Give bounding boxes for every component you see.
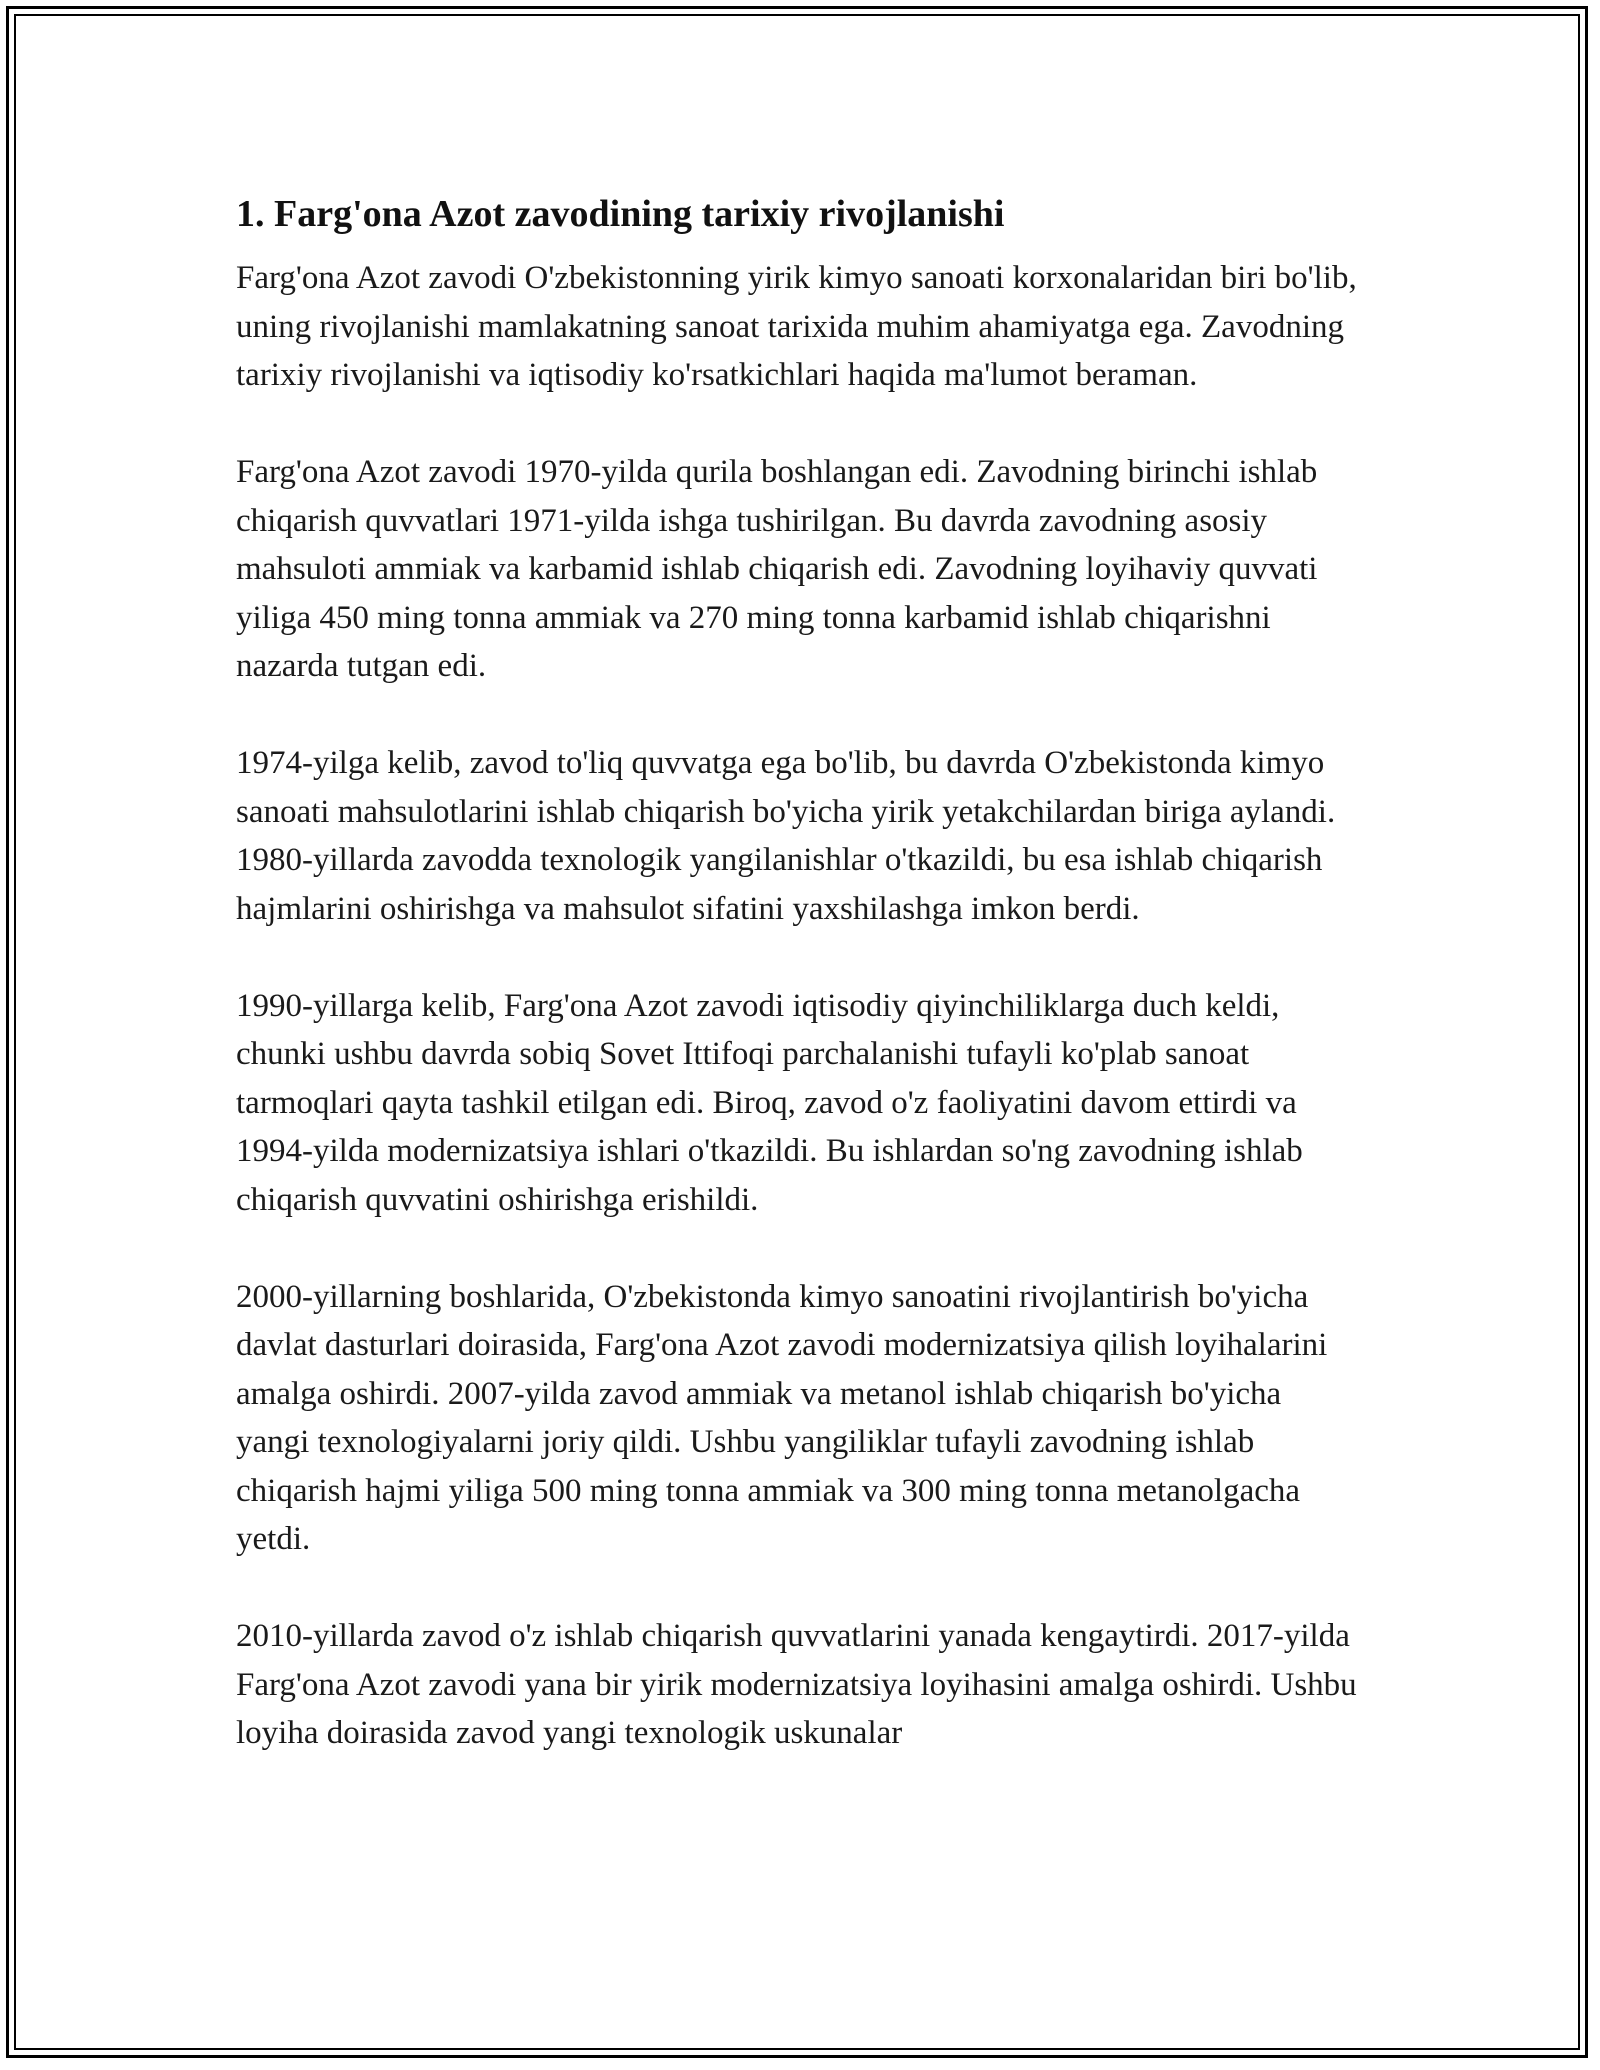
document-body [236,186,1361,1806]
paragraph-2010s: 2010-yillarda zavod o'z ishlab chiqarish quvvatlarini yanada kengaytirdi. 2017-yilda Farg'ona Azot zavodi yana bir yirik modernizatsiya loyihasini amalga oshirdi. Ushbu loyiha doirasida zavod yangi texnologik uskunalar [236,1618,1357,1751]
paragraph-1970s: Farg'ona Azot zavodi 1970-yilda qurila boshlangan edi. Zavodning birinchi ishlab chiqarish quvvatlari 1971-yilda ishga tushirilgan. Bu davrda zavodning asosiy mahsuloti ammiak va karbamid ishlab chiqarish edi. Zavodning loyihaviy quvvati yiliga 450 ming tonna ammiak va 270 ming tonna karbamid ishlab chiqarishni nazarda tutgan edi. [236,454,1318,684]
paragraph-intro: Farg'ona Azot zavodi O'zbekistonning yirik kimyo sanoati korxonalaridan biri bo'lib, uning rivojlanishi mamlakatning sanoat tarixida muhim ahamiyatga ega. Zavodning tarixiy rivojlanishi va iqtisodiy ko'rsatkichlari haqida ma'lumot beraman. [236,260,1357,393]
section-heading: 1. Farg'ona Azot zavodining tarixiy rivojlanishi [236,193,1005,235]
paragraph-1974-1980s: 1974-yilga kelib, zavod to'liq quvvatga ega bo'lib, bu davrda O'zbekistonda kimyo sanoati mahsulotlarini ishlab chiqarish bo'yicha yirik yetakchilardan biriga aylandi. 1980-yillarda zavodda texnologik yangilanishlar o'tkazildi, bu esa ishlab chiqarish hajmlarini oshirishga va mahsulot sifatini yaxshilashga imkon berdi. [236,745,1336,927]
paragraph-2000s: 2000-yillarning boshlarida, O'zbekistonda kimyo sanoatini rivojlantirish bo'yicha davlat dasturlari doirasida, Farg'ona Azot zavodi modernizatsiya qilish loyihalarini amalga oshirdi. 2007-yilda zavod ammiak va metanol ishlab chiqarish bo'yicha yangi texnologiyalarni joriy qildi. Ushbu yangiliklar tufayli zavodning ishlab chiqarish hajmi yiliga 500 ming tonna ammiak va 300 ming tonna metanolgacha yetdi. [236,1278,1328,1557]
paragraph-1990s: 1990-yillarga kelib, Farg'ona Azot zavodi iqtisodiy qiyinchiliklarga duch keldi, chunki ushbu davrda sobiq Sovet Ittifoqi parchalanishi tufayli ko'plab sanoat tarmoqlari qayta tashkil etilgan edi. Biroq, zavod o'z faoliyatini davom ettirdi va 1994-yilda modernizatsiya ishlari o'tkazildi. Bu ishlardan so'ng zavodning ishlab chiqarish quvvatini oshirishga erishildi. [236,987,1303,1218]
